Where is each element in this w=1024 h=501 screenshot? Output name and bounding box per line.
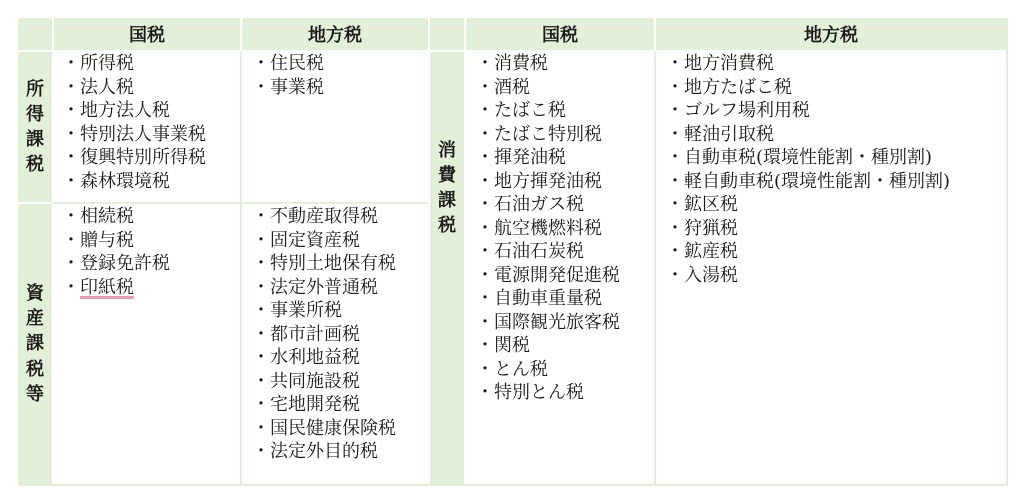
- header-local-right: 地方税: [656, 18, 1006, 50]
- list-item: ・ 入湯税: [666, 264, 1004, 288]
- list-item: ・ 事業所税: [252, 299, 428, 323]
- list-item: ・ ゴルフ場利用税: [666, 99, 1004, 123]
- list-item: ・ 共同施設税: [252, 370, 428, 394]
- corner-cell-left: [18, 18, 52, 50]
- list-item: ・ 狩猟税: [666, 217, 1004, 241]
- list-item: ・ 固定資産税: [252, 229, 428, 253]
- consumption-national-cell: [476, 52, 652, 405]
- asset-national-cell: [62, 205, 238, 299]
- list-item: ・ 国際観光旅客税: [476, 311, 652, 335]
- list-item: ・ 特別土地保有税: [252, 252, 428, 276]
- divider: [654, 52, 656, 484]
- income-local-list: [252, 52, 428, 99]
- list-item: ・ 法定外目的税: [252, 440, 428, 464]
- list-item: ・ とん税: [476, 358, 652, 382]
- divider: [1006, 18, 1008, 484]
- list-item: ・ 法定外普通税: [252, 276, 428, 300]
- header-national-right: 国税: [466, 18, 654, 50]
- list-item: ・ 宅地開発税: [252, 393, 428, 417]
- list-item: ・ 消費税: [476, 52, 652, 76]
- list-item: ・ 都市計画税: [252, 323, 428, 347]
- list-item: ・ 酒税: [476, 76, 652, 100]
- list-item: ・ 不動産取得税: [252, 205, 428, 229]
- row-label-income: 所 得 課 税: [18, 52, 52, 202]
- list-item: ・ 航空機燃料税: [476, 217, 652, 241]
- header-local-left: 地方税: [242, 18, 428, 50]
- list-item: ・ 鉱区税: [666, 193, 1004, 217]
- income-national-cell: [62, 52, 238, 193]
- list-item: ・ 電源開発促進税: [476, 264, 652, 288]
- list-item: ・ 国民健康保険税: [252, 417, 428, 441]
- list-item: ・ 復興特別所得税: [62, 146, 238, 170]
- list-item: ・ 鉱産税: [666, 240, 1004, 264]
- list-item: ・ 相続税: [62, 205, 238, 229]
- list-item: ・ 特別法人事業税: [62, 123, 238, 147]
- list-item: ・ 地方揮発油税: [476, 170, 652, 194]
- list-item: ・ 地方消費税: [666, 52, 1004, 76]
- list-item: ・ 住民税: [252, 52, 428, 76]
- list-item: [62, 276, 238, 300]
- list-item: ・ 事業税: [252, 76, 428, 100]
- income-local-cell: [252, 52, 428, 99]
- list-item: ・ 軽自動車税(環境性能割・種別割): [666, 170, 1004, 194]
- highlighted-item: 印紙税: [80, 276, 134, 298]
- list-item: ・ 揮発油税: [476, 146, 652, 170]
- list-item: ・ 登録免許税: [62, 252, 238, 276]
- list-item: ・ たばこ税: [476, 99, 652, 123]
- corner-cell-right: [430, 18, 464, 50]
- list-item: ・ 森林環境税: [62, 170, 238, 194]
- asset-local-cell: [252, 205, 428, 464]
- divider: [18, 484, 1008, 486]
- list-item: ・ 所得税: [62, 52, 238, 76]
- list-item: ・ たばこ特別税: [476, 123, 652, 147]
- list-item: ・ 石油ガス税: [476, 193, 652, 217]
- divider: [52, 202, 428, 204]
- row-label-assets: 資 産 課 税 等: [18, 204, 52, 484]
- list-item: ・ 贈与税: [62, 229, 238, 253]
- list-item: ・ 関税: [476, 334, 652, 358]
- consumption-local-cell: [666, 52, 1004, 287]
- list-item: ・ 水利地益税: [252, 346, 428, 370]
- asset-national-list: [62, 205, 238, 299]
- consumption-national-list: [476, 52, 652, 405]
- income-national-list: [62, 52, 238, 193]
- list-item: ・ 軽油引取税: [666, 123, 1004, 147]
- list-item: ・ 特別とん税: [476, 381, 652, 405]
- divider: [240, 52, 242, 484]
- list-item: ・ 自動車重量税: [476, 287, 652, 311]
- list-item: ・ 自動車税(環境性能割・種別割): [666, 146, 1004, 170]
- list-item: ・ 法人税: [62, 76, 238, 100]
- list-item: ・ 石油石炭税: [476, 240, 652, 264]
- asset-local-list: [252, 205, 428, 464]
- header-national-left: 国税: [54, 18, 240, 50]
- consumption-local-list: [666, 52, 1004, 287]
- row-label-consumption: 消 費 課 税: [430, 52, 464, 484]
- list-item: ・ 地方たばこ税: [666, 76, 1004, 100]
- list-item: ・ 地方法人税: [62, 99, 238, 123]
